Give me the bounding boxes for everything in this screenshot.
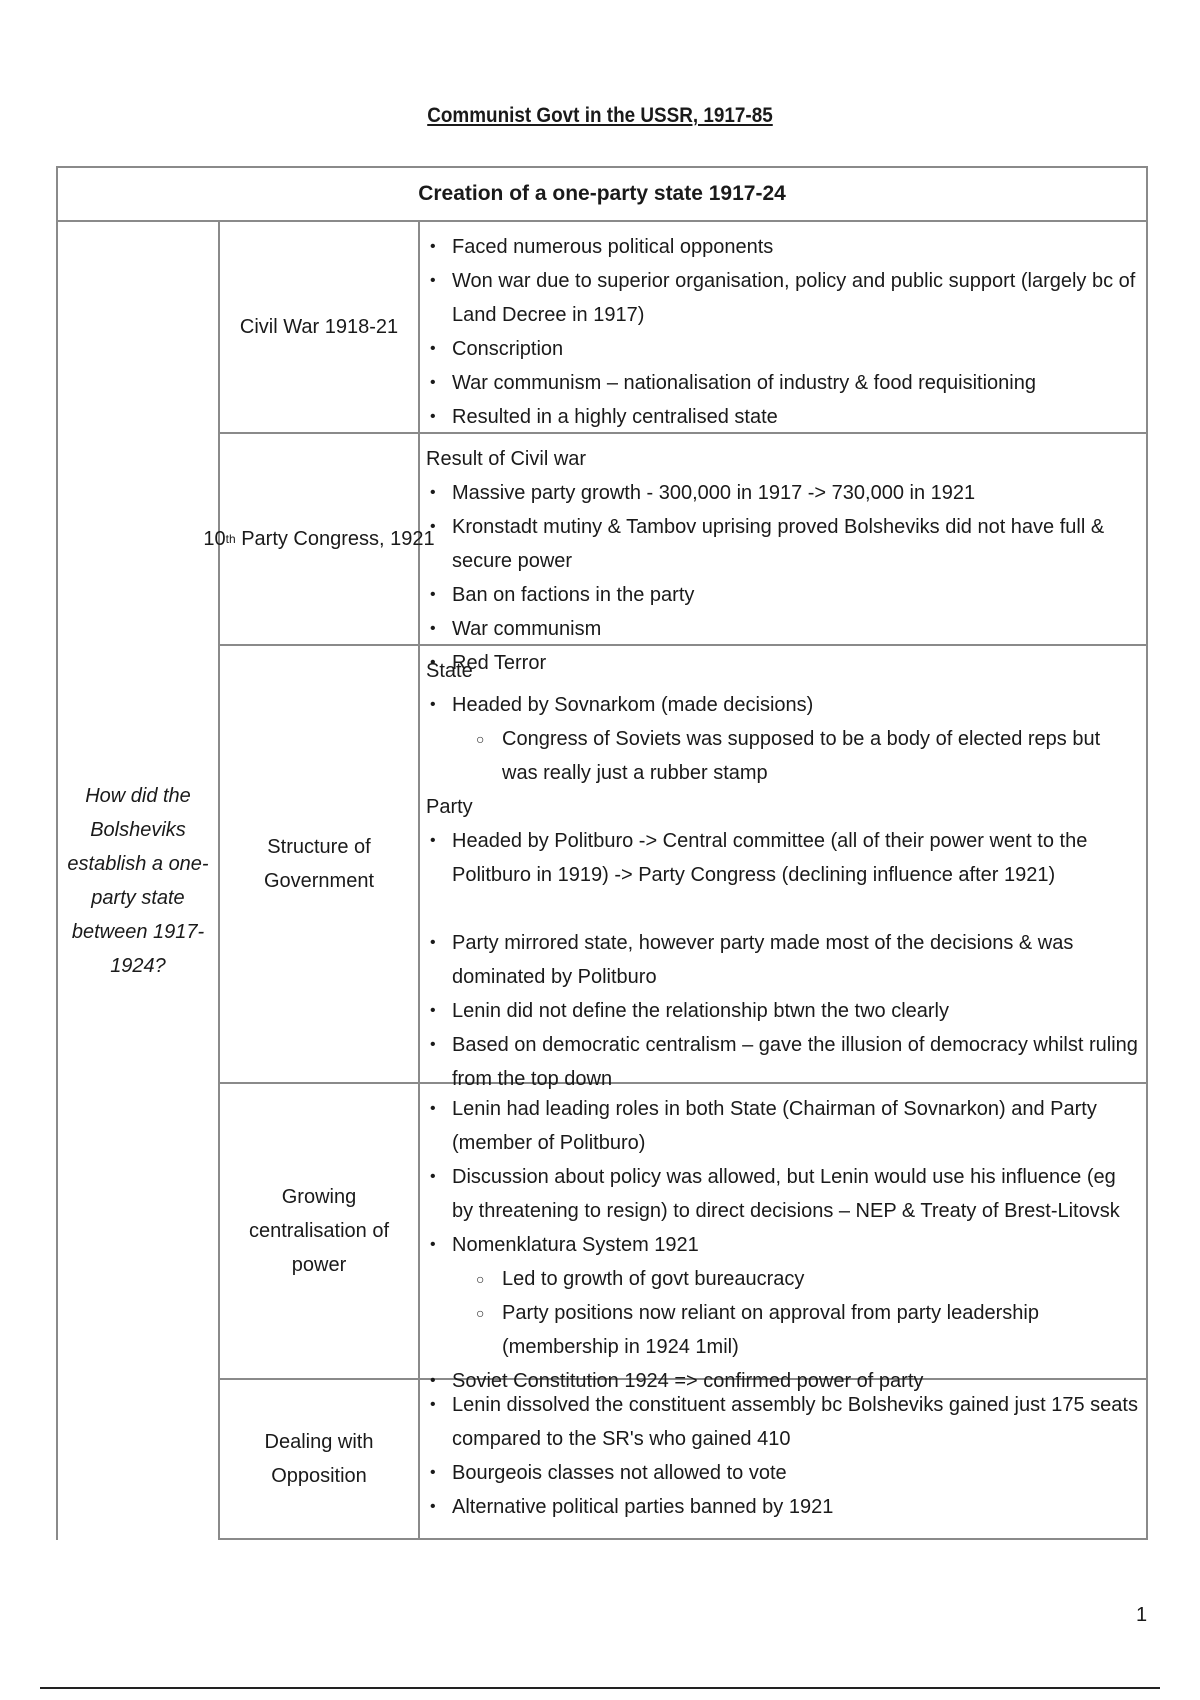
document-title: Communist Govt in the USSR, 1917-85: [427, 104, 773, 127]
page-number: 1: [1136, 1604, 1148, 1626]
bullet-item: • War communism – nationalisation of industry & food requisitioning: [426, 366, 1138, 400]
notes-table: [56, 166, 1148, 1540]
sub-bullet-item: ○ Congress of Soviets was supposed to be a body of elected reps but was really just a rubber stamp: [426, 722, 1138, 790]
sub-bullet-item: ○ Party positions now reliant on approval from party leadership (membership in 1924 1mil): [426, 1296, 1138, 1364]
bullet-list: [426, 476, 1138, 680]
section-heading: Creation of a one-party state 1917-24: [58, 166, 1148, 222]
footer-divider: [40, 1687, 1160, 1689]
bullet-item: • Red Terror: [426, 646, 1138, 680]
bullet-item: • Conscription: [426, 332, 1138, 366]
bullet-list: [426, 926, 1138, 1096]
bullet-item: • Lenin dissolved the constituent assembly bc Bolsheviks gained just 175 seats compared to the SR's who gained 410: [426, 1388, 1138, 1456]
bullet-item: • War communism: [426, 612, 1138, 646]
details-cell: [420, 1380, 1146, 1538]
bullet-list: [426, 1388, 1138, 1524]
bullet-list: [426, 824, 1138, 892]
topic-cell: Growing centralisation of power: [220, 1084, 420, 1378]
details-cell: [420, 1084, 1146, 1392]
bullet-item: • Kronstadt mutiny & Tambov uprising proved Bolsheviks did not have full & secure power: [426, 510, 1138, 578]
topic-text: Party Congress, 1921: [235, 528, 435, 550]
spacer: [426, 892, 1138, 926]
bullet-item: • Headed by Sovnarkom (made decisions): [426, 688, 1138, 722]
details-cell: [420, 646, 1146, 1090]
bullet-list: [426, 1092, 1138, 1398]
bullet-item: • Massive party growth - 300,000 in 1917 -> 730,000 in 1921: [426, 476, 1138, 510]
table-row: [218, 646, 1148, 1090]
topic-rows: [203, 222, 1148, 1540]
sub-bullet-item: ○ Led to growth of govt bureaucracy: [426, 1262, 1138, 1296]
bullet-item: • Nomenklatura System 1921: [426, 1228, 1138, 1262]
table-row: [218, 1084, 1148, 1392]
bullet-item: • Lenin had leading roles in both State (Chairman of Sovnarkon) and Party (member of Politburo): [426, 1092, 1138, 1160]
bullet-item: • Soviet Constitution 1924 => confirmed power of party: [426, 1364, 1138, 1398]
bullet-item: • Lenin did not define the relationship btwn the two clearly: [426, 994, 1138, 1028]
bullet-list: [426, 688, 1138, 790]
bullet-item: • Alternative political parties banned by 1921: [426, 1490, 1138, 1524]
bullet-item: • Faced numerous political opponents: [426, 230, 1138, 264]
bullet-item: • Bourgeois classes not allowed to vote: [426, 1456, 1138, 1490]
question-cell: How did the Bolsheviks establish a one-party state between 1917-1924?: [67, 785, 209, 977]
party-label: Party: [426, 796, 473, 818]
table-body: [58, 222, 1148, 1540]
table-row: [218, 1380, 1148, 1540]
bullet-item: • Discussion about policy was allowed, but Lenin would use his influence (eg by threatening to resign) to direct decisions – NEP & Treaty of Brest-Litovsk: [426, 1160, 1138, 1228]
bullet-list: [426, 230, 1138, 434]
bullet-item: • Based on democratic centralism – gave the illusion of democracy whilst ruling from the top down: [426, 1028, 1138, 1096]
topic-cell: Civil War 1918-21: [220, 222, 420, 432]
topic-cell: 10 th Party Congress, 1921: [220, 434, 420, 644]
table-row: [218, 222, 1148, 434]
topic-cell: Structure of Government: [220, 646, 420, 1082]
bullet-item: • Headed by Politburo -> Central committee (all of their power went to the Politburo in 1919) -> Party Congress (declining influence after 1921): [426, 824, 1138, 892]
bullet-item: • Ban on factions in the party: [426, 578, 1138, 612]
intro-line: Result of Civil war: [426, 448, 587, 470]
bullet-item: • Won war due to superior organisation, policy and public support (largely bc of Land Decree in 1917): [426, 264, 1138, 332]
bullet-item: • Party mirrored state, however party made most of the decisions & was dominated by Politburo: [426, 926, 1138, 994]
state-label: State: [426, 660, 473, 682]
topic-number: 10: [203, 528, 226, 550]
details-cell: [420, 222, 1146, 432]
bullet-item: • Resulted in a highly centralised state: [426, 400, 1138, 434]
topic-cell: Dealing with Opposition: [220, 1380, 420, 1538]
